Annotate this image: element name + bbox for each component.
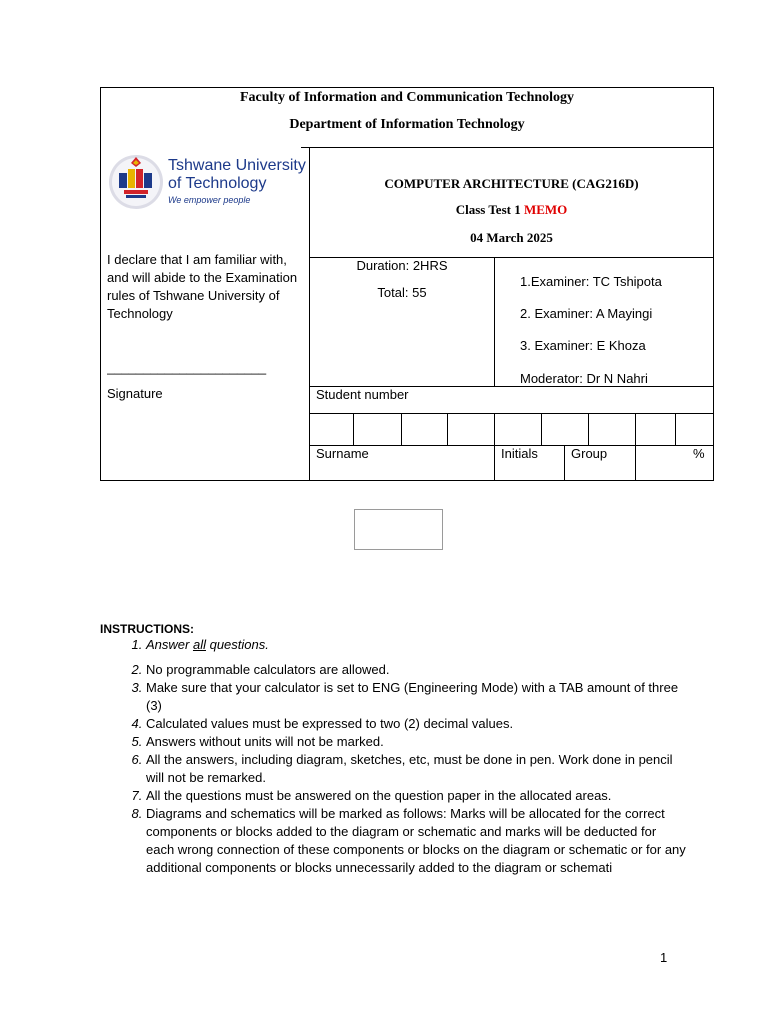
logo-slogan: We empower people	[168, 195, 251, 205]
instruction-item: 7. All the questions must be answered on the question paper in the allocated areas.	[146, 787, 686, 805]
instruction-item: 6. All the answers, including diagram, sketches, etc, must be done in pen. Work done in pencil will not be remarked.	[146, 751, 686, 787]
course-title: COMPUTER ARCHITECTURE (CAG216D)	[384, 176, 639, 191]
instruction-item: 2. No programmable calculators are allowed.	[146, 661, 686, 679]
department-title: Department of Information Technology	[289, 117, 525, 132]
signature-label: Signature	[107, 386, 163, 401]
duration-text: Duration: 2HRS	[356, 258, 448, 273]
initials-divider	[564, 445, 565, 481]
digit-divider	[353, 413, 354, 446]
percent-label: %	[693, 446, 705, 461]
digit-row-top	[309, 413, 714, 414]
memo-label: MEMO	[523, 202, 568, 217]
digit-divider	[635, 413, 636, 446]
class-test-line	[310, 202, 713, 218]
digit-divider	[447, 413, 448, 446]
digit-divider	[541, 413, 542, 446]
instruction-item-1-emphasis: all	[192, 637, 206, 652]
digit-divider	[401, 413, 402, 446]
instructions-list	[100, 636, 686, 877]
instruction-item: 8. Diagrams and schematics will be marked as follows: Marks will be allocated for the correct components or blocks added to the diagram or schematic and marks will be deducted for each wrong connection of these components or blocks on the diagram or schematic or for any additional components or blocks unnecessarily added to the diagram or schemati	[146, 805, 686, 877]
page-number: 1	[660, 950, 668, 965]
table-border-bottom	[100, 480, 714, 481]
surname-divider	[494, 445, 495, 481]
logo-name-line1: Tshwane University	[168, 157, 306, 174]
group-label: Group	[571, 446, 608, 461]
examiner-1: 1.Examiner: TC Tshipota	[520, 274, 662, 289]
logo-name-line2: of Technology	[168, 175, 267, 192]
class-test-label: Class Test 1	[455, 202, 521, 217]
signature-line: ______________________	[107, 360, 267, 375]
declaration-text: I declare that I am familiar with, and will abide to the Examination rules of Tshwane University of Technology	[107, 252, 298, 321]
instruction-item: 5. Answers without units will not be marked.	[146, 733, 686, 751]
examiner-3: 3. Examiner: E Khoza	[520, 338, 646, 353]
digit-divider	[588, 413, 589, 446]
duration-divider	[494, 257, 495, 387]
instruction-item-1-text: Answer	[146, 637, 193, 652]
tut-logo	[106, 149, 306, 211]
group-divider	[635, 445, 636, 481]
instruction-item: 4. Calculated values must be expressed to two (2) decimal values.	[146, 715, 686, 733]
digit-divider	[494, 413, 495, 446]
instructions-heading: INSTRUCTIONS:	[100, 622, 194, 636]
surname-label: Surname	[316, 446, 369, 461]
instruction-item: 3. Make sure that your calculator is set to ENG (Engineering Mode) with a TAB amount of three (3)	[146, 679, 686, 715]
table-border-left	[100, 87, 101, 481]
examiner-2: 2. Examiner: A Mayingi	[520, 306, 653, 321]
column-divider	[309, 147, 310, 481]
tut-emblem-icon	[106, 149, 166, 211]
instruction-item	[146, 636, 686, 654]
table-border-top	[100, 87, 714, 88]
student-number-label: Student number	[316, 387, 409, 402]
header-divider	[301, 147, 714, 148]
digit-divider	[675, 413, 676, 446]
total-text: Total: 55	[377, 285, 427, 300]
exam-date: 04 March 2025	[470, 230, 553, 245]
initials-label: Initials	[501, 446, 538, 461]
moderator: Moderator: Dr N Nahri	[520, 371, 648, 386]
faculty-title: Faculty of Information and Communication Technology	[239, 90, 575, 105]
mark-box	[354, 509, 443, 550]
instruction-item-1-end: questions.	[205, 637, 269, 652]
